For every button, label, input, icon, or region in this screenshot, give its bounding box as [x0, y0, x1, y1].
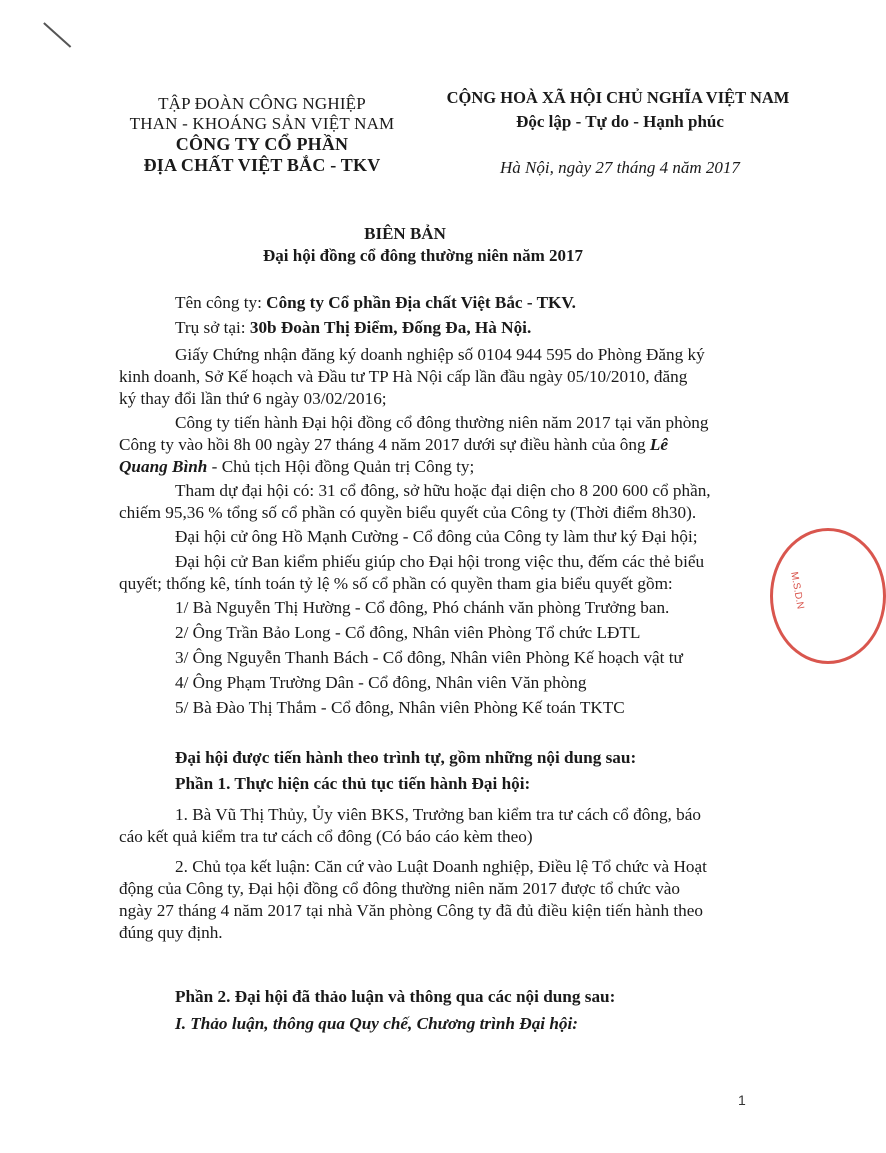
para4-line1: Đại hội cử ông Hồ Mạnh Cường - Cổ đông của Công ty làm thư ký Đại hội; — [175, 527, 698, 546]
part1-item1-line1: 1. Bà Vũ Thị Thủy, Ủy viên BKS, Trưởng ban kiểm tra tư cách cổ đông, báo — [175, 805, 701, 824]
para2-line1: Công ty tiến hành Đại hội đồng cổ đông thường niên năm 2017 tại văn phòng — [175, 413, 709, 432]
part2-heading: Phần 2. Đại hội đã thảo luận và thông qua các nội dung sau: — [175, 987, 616, 1006]
para2-line2-text: Công ty vào hồi 8h 00 ngày 27 tháng 4 năm 2017 dưới sự điều hành của ông — [119, 435, 650, 454]
part1-item2-line3: ngày 27 tháng 4 năm 2017 tại nhà Văn phòng Công ty đã đủ điều kiện tiến hành theo — [119, 901, 703, 920]
stamp-text: M.S.D.N — [788, 570, 806, 611]
company-hq-value: 30b Đoàn Thị Điểm, Đống Đa, Hà Nội. — [249, 318, 532, 337]
company-hq-line — [175, 317, 531, 339]
header-left-line2: THAN - KHOÁNG SẢN VIỆT NAM — [129, 114, 395, 133]
header-left-line3: CÔNG TY CỔ PHẦN — [175, 134, 349, 154]
part1-item2-line2: động của Công ty, Đại hội đồng cổ đông thường niên năm 2017 được tổ chức vào — [119, 879, 681, 898]
document-subtitle: Đại hội đồng cổ đông thường niên năm 2017 — [262, 246, 584, 265]
company-name-label: Tên công ty: — [175, 293, 267, 312]
part1-item2-line4: đúng quy định. — [119, 923, 223, 942]
header-left-line4: ĐỊA CHẤT VIỆT BẮC - TKV — [143, 155, 381, 175]
header-right-line1: CỘNG HOÀ XÃ HỘI CHỦ NGHĨA VIỆT NAM — [446, 88, 790, 107]
section1-heading: I. Thảo luận, thông qua Quy chế, Chương trình Đại hội: — [175, 1014, 579, 1033]
part1-item2-line1: 2. Chủ tọa kết luận: Căn cứ vào Luật Doanh nghiệp, Điều lệ Tổ chức và Hoạt — [175, 857, 707, 876]
agenda-heading: Đại hội được tiến hành theo trình tự, gồm những nội dung sau: — [175, 748, 637, 767]
header-left-line1: TẬP ĐOÀN CÔNG NGHIỆP — [158, 94, 366, 113]
part1-item1-line2: cáo kết quả kiểm tra tư cách cổ đông (Có báo cáo kèm theo) — [119, 827, 533, 846]
member-item-2: 2/ Ông Trần Bảo Long - Cổ đông, Nhân viên Phòng Tổ chức LĐTL — [175, 623, 641, 642]
document-date: Hà Nội, ngày 27 tháng 4 năm 2017 — [500, 158, 740, 177]
para1-line3: ký thay đổi lần thứ 6 ngày 03/02/2016; — [119, 389, 387, 408]
para3-line2: chiếm 95,36 % tổng số cổ phần có quyền biểu quyết của Công ty (Thời điểm 8h30). — [119, 503, 697, 522]
page-number: 1 — [738, 1092, 746, 1108]
para1-line2: kinh doanh, Sở Kế hoạch và Đầu tư TP Hà Nội cấp lần đầu ngày 05/10/2010, đăng — [119, 367, 688, 386]
header-right-motto: Độc lập - Tự do - Hạnh phúc — [516, 112, 724, 131]
company-name-value: Công ty Cổ phần Địa chất Việt Bắc - TKV. — [266, 293, 576, 312]
scan-mark — [43, 22, 71, 47]
company-name-line — [175, 292, 576, 314]
document-title: BIÊN BẢN — [364, 224, 446, 243]
member-item-5: 5/ Bà Đào Thị Thắm - Cổ đông, Nhân viên Phòng Kế toán TKTC — [175, 698, 625, 717]
para2-line3-text: - Chủ tịch Hội đồng Quản trị Công ty; — [207, 457, 475, 476]
company-hq-label: Trụ sở tại: — [175, 318, 250, 337]
member-item-1: 1/ Bà Nguyễn Thị Hường - Cổ đông, Phó chánh văn phòng Trưởng ban. — [175, 598, 670, 617]
para5-line1: Đại hội cử Ban kiểm phiếu giúp cho Đại hội trong việc thu, đếm các thẻ biểu — [175, 552, 705, 571]
red-seal-stamp — [770, 528, 886, 664]
para2-line2 — [119, 434, 668, 456]
para1-line1: Giấy Chứng nhận đăng ký doanh nghiệp số 0104 944 595 do Phòng Đăng ký — [175, 345, 705, 364]
member-item-3: 3/ Ông Nguyễn Thanh Bách - Cổ đông, Nhân viên Phòng Kế hoạch vật tư — [175, 648, 683, 667]
para2-line3 — [119, 456, 474, 478]
member-item-4: 4/ Ông Phạm Trường Dân - Cổ đông, Nhân viên Văn phòng — [175, 673, 587, 692]
part1-heading: Phần 1. Thực hiện các thủ tục tiến hành Đại hội: — [175, 774, 531, 793]
para3-line1: Tham dự đại hội có: 31 cổ đông, sở hữu hoặc đại diện cho 8 200 600 cổ phần, — [175, 481, 711, 500]
chairman-name-part2: Quang Bình — [119, 457, 208, 476]
chairman-name-part1: Lê — [649, 435, 669, 454]
para5-line2: quyết; thống kê, tính toán tỷ lệ % số cổ phần có quyền tham gia biểu quyết gồm: — [119, 574, 673, 593]
